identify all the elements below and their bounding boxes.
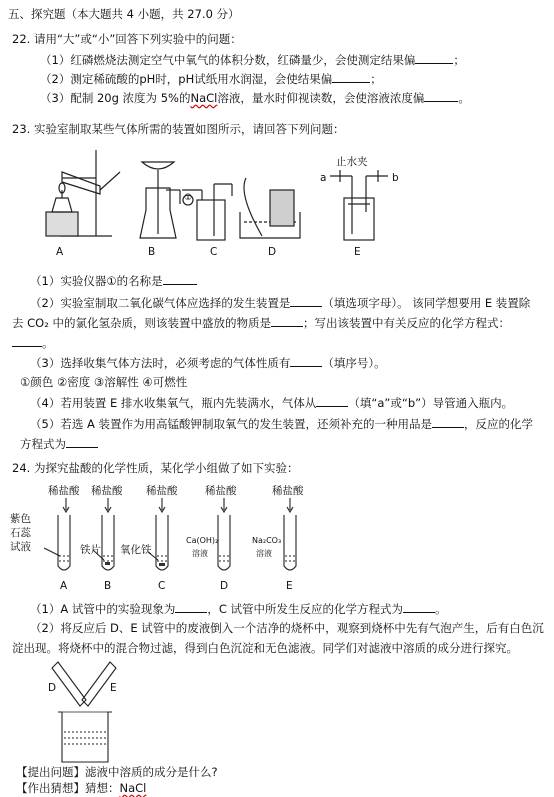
tube-label-a: A xyxy=(60,580,68,592)
tube-label-b: B xyxy=(104,580,112,592)
acid-label-a: 稀盐酸 xyxy=(48,485,80,497)
punct: 。 xyxy=(42,336,54,350)
q23-part-5-text: （5）若选 A 装置作为用高锰酸钾制取氧气的发生装置，还须补充的一种用品是 xyxy=(30,417,432,431)
q22-item-2-text: （2）测定稀硫酸的pH时，pH试纸用水润湿，会使结果偏 xyxy=(40,72,333,86)
guess-prefix: 【作出猜想】猜想： xyxy=(16,781,120,795)
nacl-formula: NaCl xyxy=(190,91,218,105)
pour-tube-d xyxy=(52,662,86,706)
tube-b-label: b xyxy=(392,172,399,184)
q24-guess xyxy=(16,780,146,796)
section-heading: 五、探究题（本大题共 4 小题，共 27.0 分） xyxy=(8,7,240,21)
q23-part-3-text: （3）选择收集气体方法时，必须考虑的气体性质有 xyxy=(30,356,291,370)
q23-options: ①颜色 ②密度 ③溶解性 ④可燃性 xyxy=(20,375,188,389)
q24-question: 【提出问题】滤液中溶质的成分是什么? xyxy=(16,765,218,779)
tube-a-label: a xyxy=(320,172,327,184)
q24-stem: 24. 为探究盐酸的化学性质，某化学小组做了如下实验： xyxy=(12,461,299,475)
acid-label-c: 稀盐酸 xyxy=(146,485,178,497)
q24-part-1-text: （1）A 试管中的实验现象为 xyxy=(30,602,176,616)
q23-part-2-text: （2）实验室制取二氧化碳气体应选择的发生装置是 xyxy=(30,296,291,310)
beaker-label-d: D xyxy=(48,682,57,694)
na2co3-label: Na₂CO₃ xyxy=(252,536,282,545)
punct: 。 xyxy=(435,602,447,616)
q23-part-5-text-c: 方程式为 xyxy=(20,437,66,451)
punct: 。 xyxy=(458,91,470,105)
litmus-line-3: 试液 xyxy=(10,541,31,553)
q22-item-1-text: （1）红磷燃烧法测定空气中氧气的体积分数，红磷量少，会使测定结果偏 xyxy=(40,53,416,67)
beaker xyxy=(58,712,112,762)
q23-part-1-text: （1）实验仪器①的名称是 xyxy=(30,274,163,288)
q22-item-3-text: （3）配制 20g 浓度为 5%的 xyxy=(40,91,191,105)
tube-label-e: E xyxy=(286,580,293,592)
tube-label-d: D xyxy=(220,580,229,592)
instrument-1-label: ① xyxy=(184,193,193,203)
punct: ； xyxy=(370,72,382,86)
q23-part-4-text-b: （填“a”或“b”）导管通入瓶内。 xyxy=(348,396,514,410)
q23-part-4-text: （4）若用装置 E 排水收集氧气，瓶内先装满水，气体从 xyxy=(30,396,317,410)
q24-part-2: （2）将反应后 D、E 试管中的废液倒入一个洁净的烧杯中，观察到烧杯中先有气泡产生，后有白色沉 xyxy=(30,621,544,635)
caoh2-solution-label: 溶液 xyxy=(192,549,208,558)
q22-item-3-text-b: 溶液，量水时仰视读数，会使溶液浓度偏 xyxy=(217,91,425,105)
tube-label-c: C xyxy=(158,580,166,592)
apparatus-label-c: C xyxy=(210,246,218,258)
apparatus-label-e: E xyxy=(354,246,361,258)
litmus-line-2: 石蕊 xyxy=(10,527,31,539)
na2co3-solution-label: 溶液 xyxy=(256,549,272,558)
apparatus-label-b: B xyxy=(148,246,156,258)
litmus-line-1: 紫色 xyxy=(10,513,31,525)
valve-label: 止水夹 xyxy=(336,156,368,168)
caoh2-label: Ca(OH)₂ xyxy=(186,536,219,545)
ferric-oxide-label: 氧化铁 xyxy=(120,544,152,556)
punct: ； xyxy=(453,53,465,67)
apparatus-label-d: D xyxy=(268,246,277,258)
q23-part-5-text-b: ，反应的化学 xyxy=(464,417,533,431)
guess-value: NaCl xyxy=(119,781,147,795)
q23-part-2-text-b: （填选项字母）。 该同学想要用 E 装置除 xyxy=(322,296,531,310)
q23-part-2-text-d: ；写出该装置中有关反应的化学方程式： xyxy=(303,316,511,330)
q24-part-2-cont: 淀出现。将烧杯中的混合物过滤，得到白色沉淀和无色滤液。同学们对滤液中溶质的成分进行探究。 xyxy=(12,641,518,655)
q23-stem: 23. 实验室制取某些气体所需的装置如图所示，请回答下列问题： xyxy=(12,122,345,136)
q24-part-1-text-b: ，C 试管中所发生反应的化学方程式为 xyxy=(207,602,404,616)
acid-label-e: 稀盐酸 xyxy=(272,485,304,497)
q23-part-3-text-b: （填序号）。 xyxy=(322,356,386,370)
q22-stem: 22. 请用“大”或“小”回答下列实验中的问题： xyxy=(12,32,242,46)
acid-label-d: 稀盐酸 xyxy=(205,485,237,497)
iron-label: 铁片 xyxy=(80,544,101,556)
apparatus-label-a: A xyxy=(56,246,64,258)
acid-label-b: 稀盐酸 xyxy=(91,485,123,497)
q23-part-2-text-c: 去 CO₂ 中的氯化氢杂质，则该装置中盛放的物质是 xyxy=(12,316,272,330)
beaker-label-e: E xyxy=(110,682,117,694)
